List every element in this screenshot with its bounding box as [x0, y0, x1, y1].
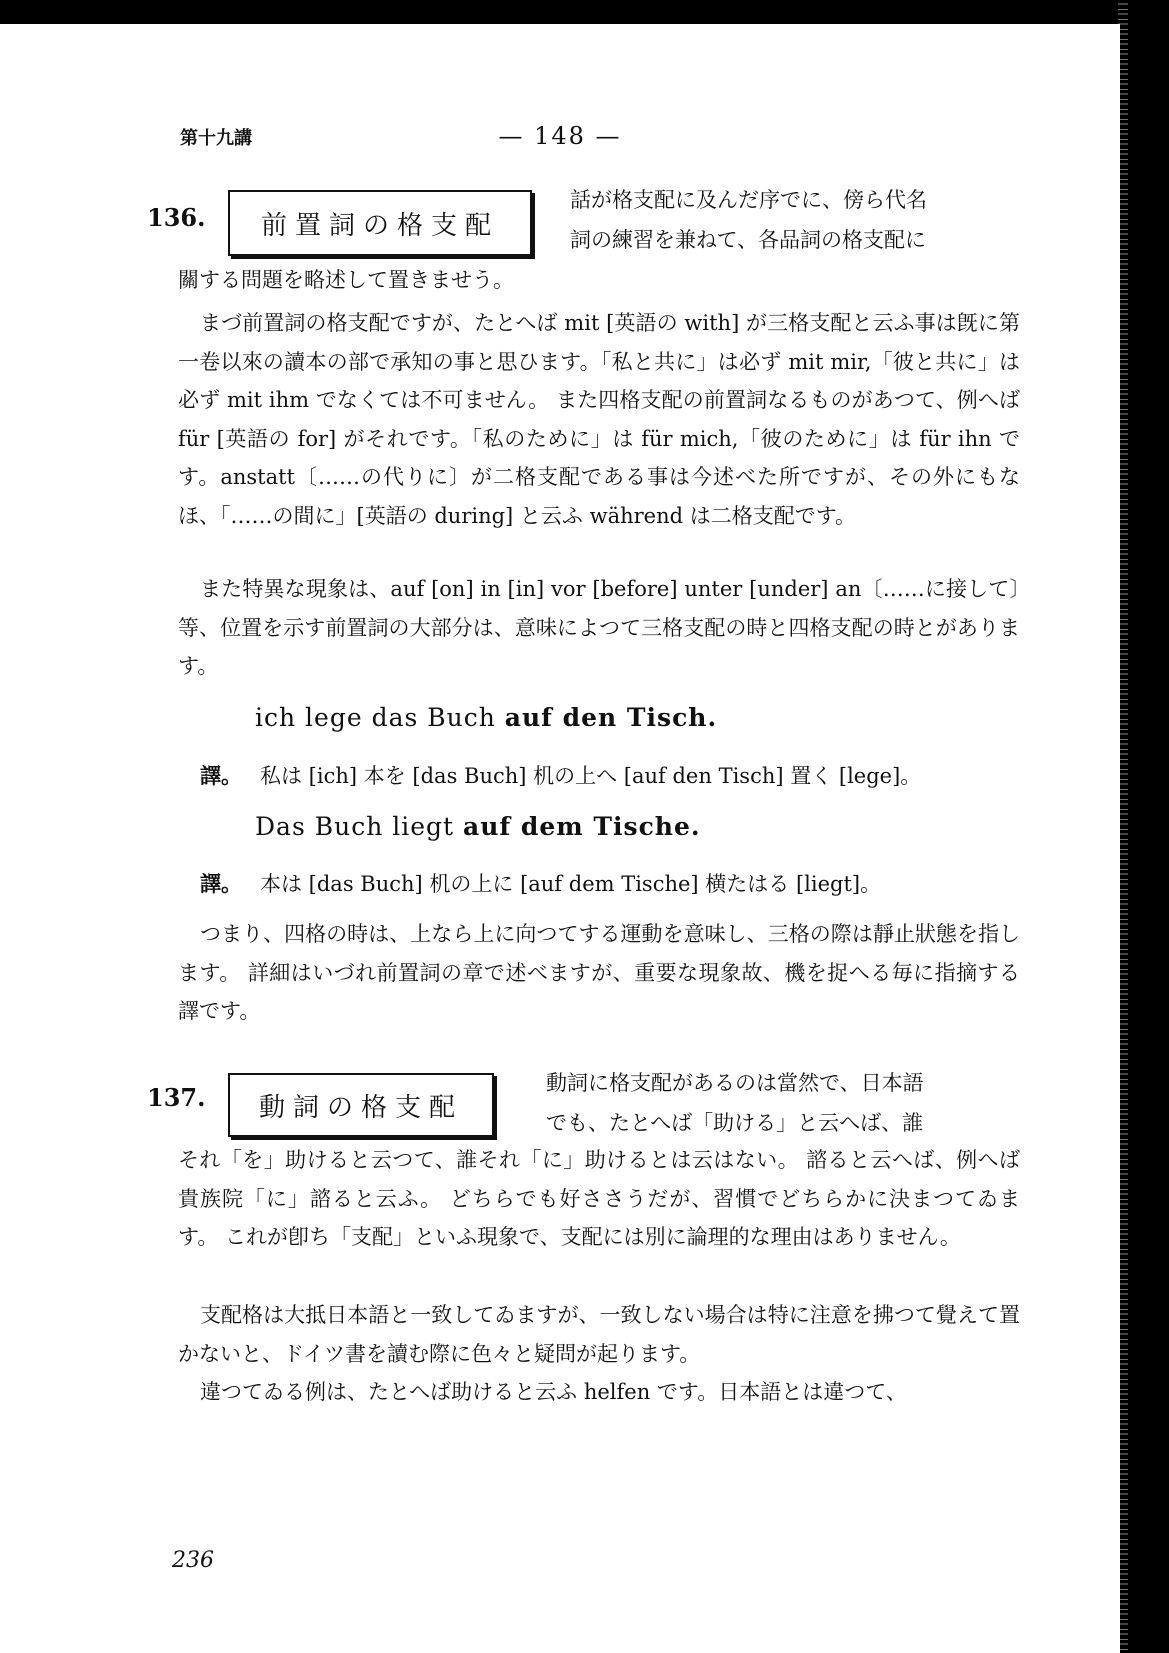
paragraph-governed-case: [178, 1296, 1020, 1373]
intro-line: 話が格支配に及んだ序でに、傍ら代名: [570, 188, 927, 212]
example-text: ich lege das Buch: [255, 703, 505, 732]
section-lead-136: [178, 261, 1020, 300]
intro-line: 詞の練習を兼ねて、各品詞の格支配に: [570, 228, 927, 252]
folio-number: 236: [172, 1548, 214, 1573]
paragraph-helfen: [178, 1373, 1020, 1412]
intro-line: 動詞に格支配があるのは當然で、日本語: [546, 1071, 924, 1095]
translation-text: 本は [das Buch] 机の上に [auf dem Tische] 横たはる [liegt]。: [260, 872, 882, 896]
intro-line: でも、たとへば「助ける」と云へば、誰: [546, 1111, 924, 1135]
scan-right-border: [1128, 0, 1169, 1653]
translation-2: [200, 868, 881, 898]
section-intro-136: [570, 180, 970, 260]
paragraph-closing: [178, 915, 1020, 1031]
body-paragraph: 支配格は大抵日本語と一致してゐますが、一致しない場合は特に注意を拂つて覺えて置かないと、ドイツ書を讀む際に色々と疑問が起ります。: [178, 1303, 1020, 1366]
example-emphasis: auf den Tisch.: [504, 703, 718, 732]
translation-label: 譯。: [200, 763, 242, 788]
translation-label: 譯。: [200, 871, 242, 896]
body-paragraph: また特異な現象は、auf [on] in [in] vor [before] unter [under] an〔……に接して〕等、位置を示す前置詞の大部分は、意味によつて三格支配の時と四格支配の時とがあります。: [178, 577, 1020, 678]
translation-text: 私は [ich] 本を [das Buch] 机の上へ [auf den Tisch] 置く [lege]。: [260, 764, 922, 788]
section-intro-137: [546, 1063, 970, 1143]
paragraph-preposition-cases: [178, 304, 1020, 535]
translation-1: [200, 760, 921, 790]
example-emphasis: auf dem Tische.: [463, 812, 701, 841]
lead-text: 關する問題を略述して置きませう。: [178, 268, 514, 292]
body-paragraph: まづ前置詞の格支配ですが、たとへば mit [英語の with] が三格支配と云ふ事は旣に第一卷以來の讀本の部で承知の事と思ひます。「私と共に」は必ず mit mir,「彼と共に」は必ず mit ihm でなくては不可ません。 また四格支配の前置詞なるものがあつて、例へば für [英語の for] がそれです。「私のために」は für mich,「彼のために」は für ihn です。anstatt〔……の代りに〕が二格支配である事は今述べた所ですが、その外にもなほ、「……の間に」[英語の during] と云ふ während は二格支配です。: [178, 311, 1020, 528]
scan-top-border: [0, 0, 1169, 24]
section-number-137: 137.: [147, 1083, 206, 1112]
section-title-136: 前置詞の格支配: [228, 190, 532, 256]
body-paragraph: それ「を」助けると云つて、誰それ「に」助けるとは云はない。 諮ると云へば、例へば貴族院「に」諮ると云ふ。 どちらでも好ささうだが、習慣でどちらかに決まつてゐます。 これが卽ち「支配」といふ現象で、支配には別に論理的な理由はありません。: [178, 1148, 1020, 1249]
chapter-header: 第十九講: [180, 128, 252, 149]
section-number-136: 136.: [147, 203, 206, 232]
german-example-2: [255, 812, 701, 841]
section-title-137: 動詞の格支配: [228, 1073, 494, 1137]
german-example-1: [255, 703, 717, 732]
page-number: — 148 —: [498, 122, 622, 150]
paragraph-verb-cases: [178, 1141, 1020, 1257]
body-paragraph: つまり、四格の時は、上なら上に向つてする運動を意味し、三格の際は靜止狀態を指します。 詳細はいづれ前置詞の章で述べますが、重要な現象故、機を捉へる毎に指摘する譯です。: [178, 922, 1020, 1023]
body-paragraph: 違つてゐる例は、たとへば助けると云ふ helfen です。日本語とは違つて、: [200, 1380, 907, 1404]
paragraph-special-phenomenon: [178, 570, 1020, 686]
example-text: Das Buch liegt: [255, 812, 464, 841]
